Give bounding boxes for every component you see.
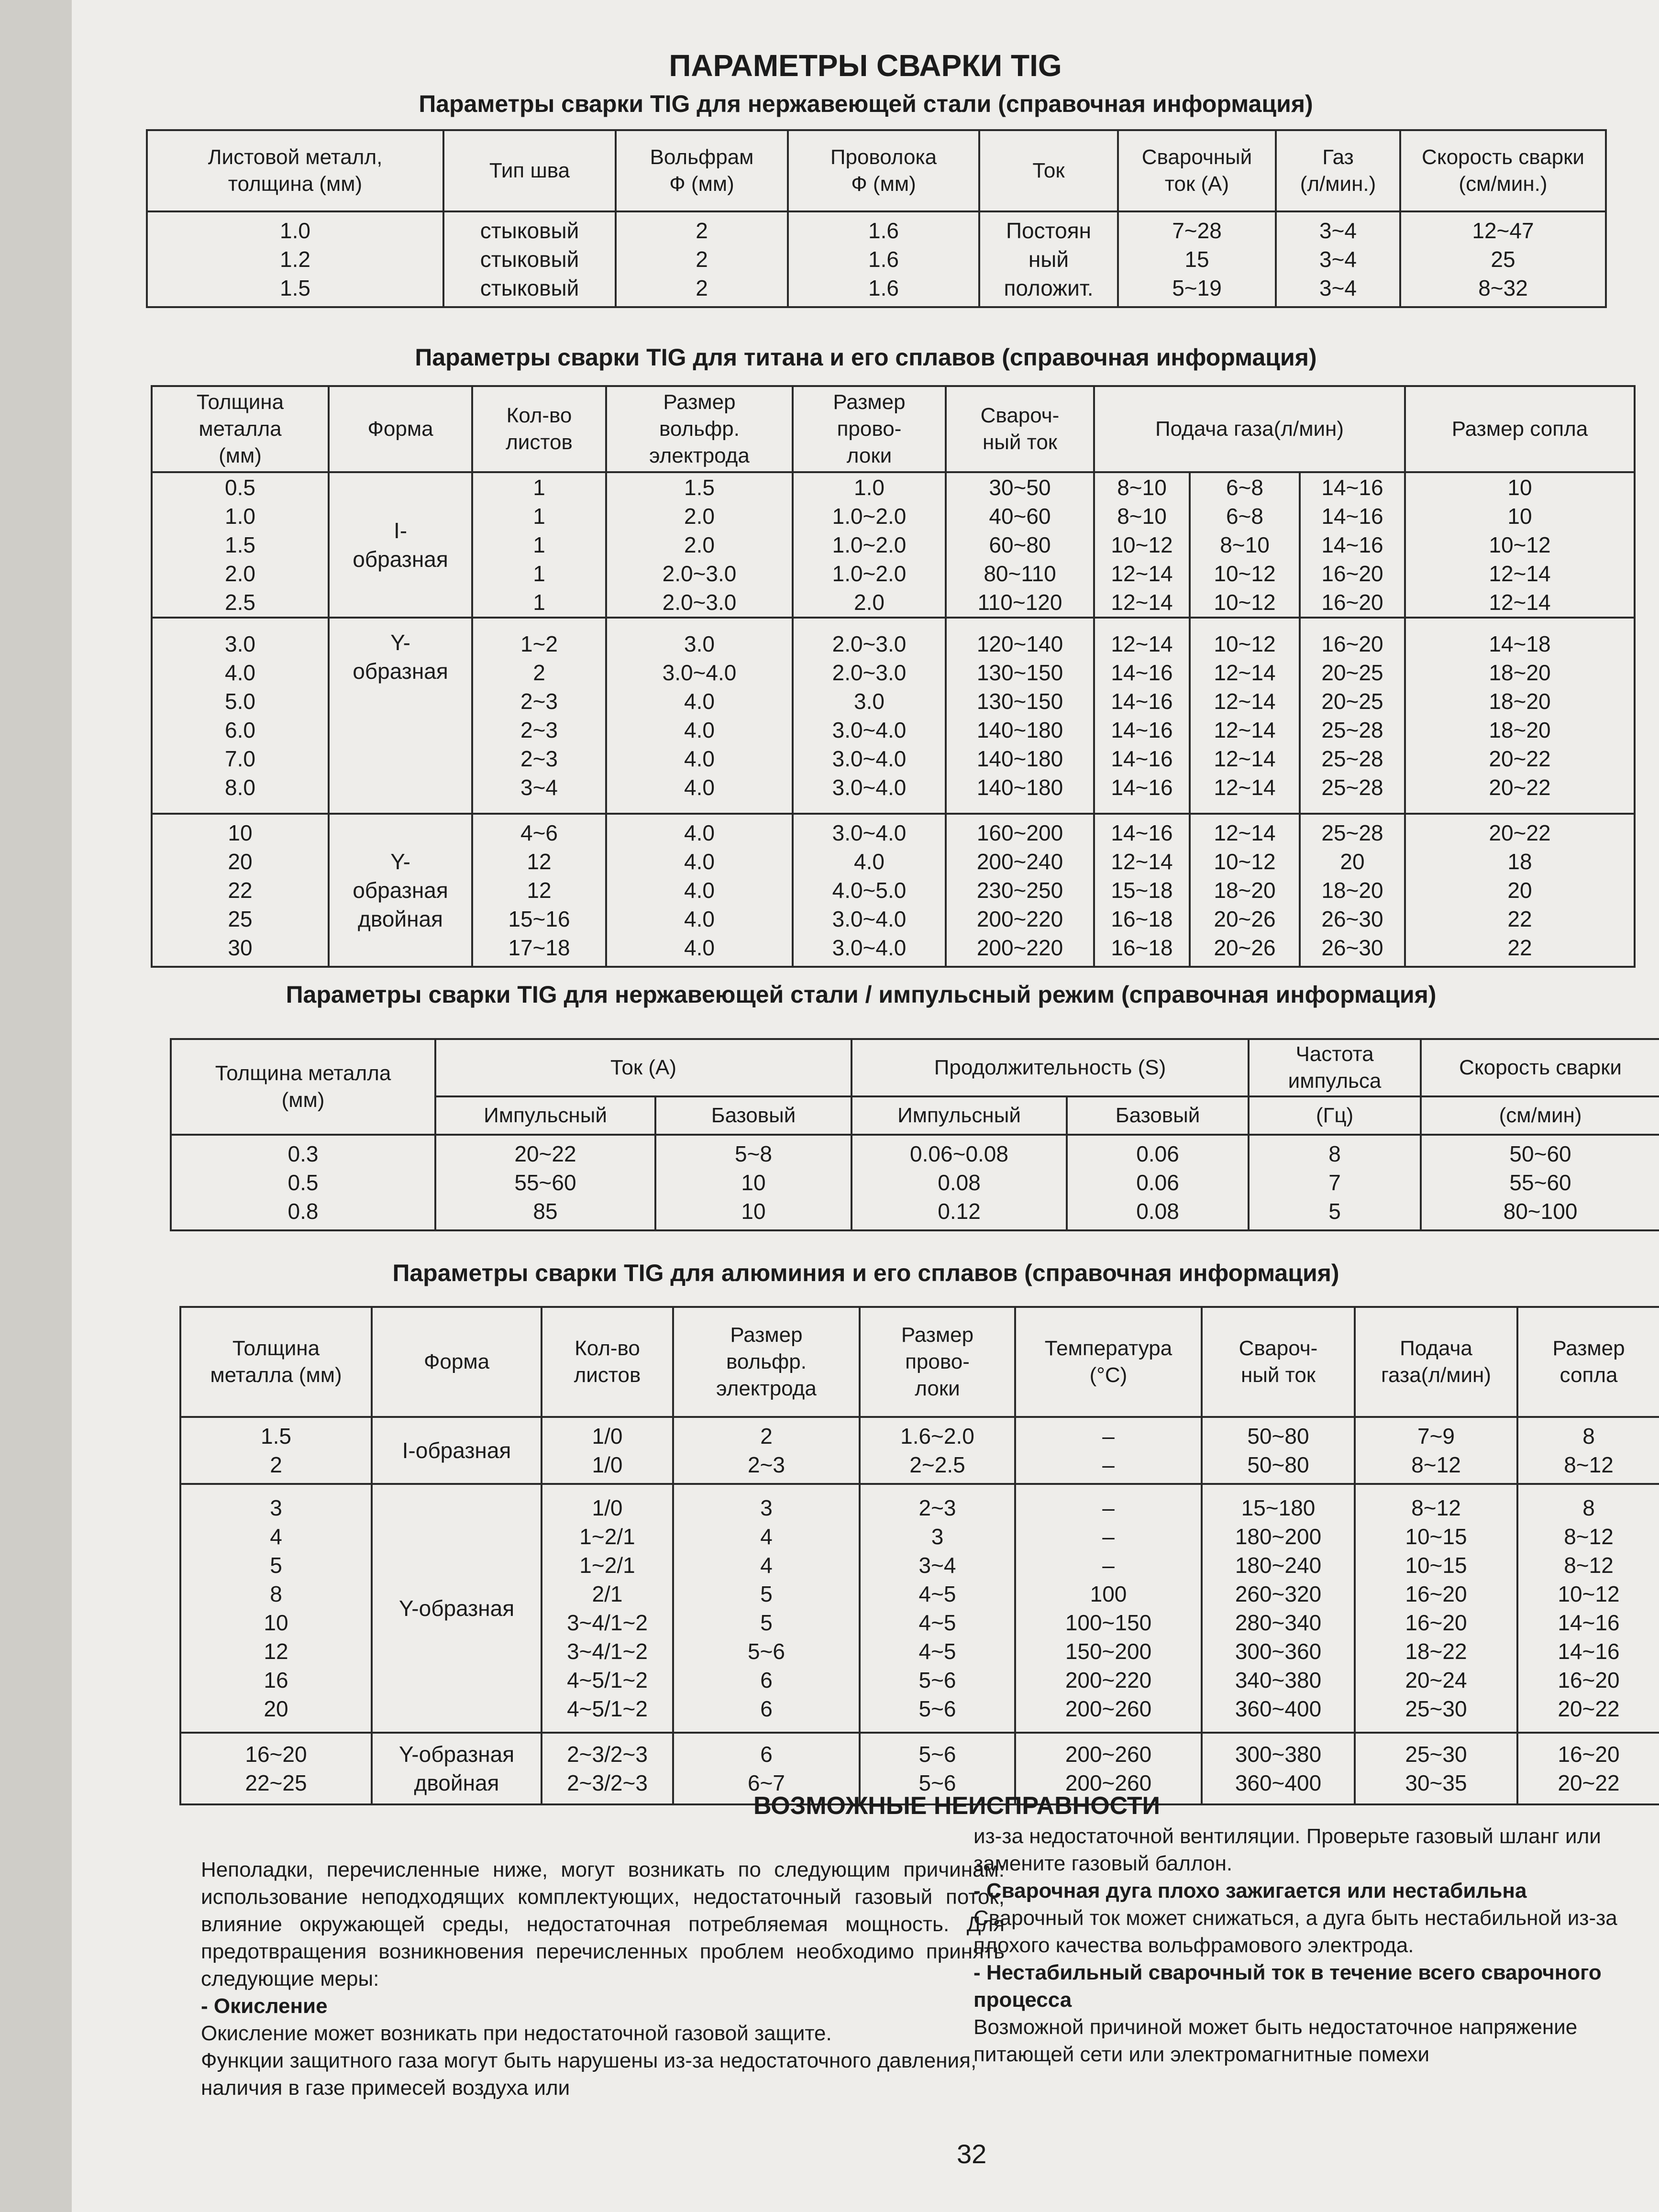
table3-cell: 0.06 0.06 0.08 bbox=[1067, 1135, 1249, 1230]
table3-cell: 0.06~0.08 0.08 0.12 bbox=[852, 1135, 1067, 1230]
table2-cell: 10~12 12~14 12~14 12~14 12~14 12~14 bbox=[1190, 618, 1300, 814]
table4-header: Размер прово- локи bbox=[860, 1307, 1015, 1417]
table4-cell: 8~12 10~15 10~15 16~20 16~20 18~22 20~24 25~30 bbox=[1355, 1484, 1517, 1733]
table2-header: Размер вольфр. электрода bbox=[606, 386, 793, 472]
table4-header: Толщина металла (мм) bbox=[180, 1307, 372, 1417]
table4-cell: – – – 100 100~150 150~200 200~220 200~260 bbox=[1015, 1484, 1202, 1733]
table3-subheader: Базовый bbox=[1067, 1096, 1249, 1135]
table2-header: Размер прово- локи bbox=[793, 386, 946, 472]
table2-cell: 14~16 12~14 15~18 16~18 16~18 bbox=[1094, 814, 1190, 967]
table1-cell: 1.0 1.2 1.5 bbox=[147, 211, 443, 307]
table4-cell: 200~260 200~260 bbox=[1015, 1733, 1202, 1804]
table2-cell: 14~16 14~16 14~16 16~20 16~20 bbox=[1300, 472, 1405, 618]
arc-text: Сварочный ток может снижаться, а дуга быть нестабильной из-за плохого качества вольфрамового электрода. bbox=[973, 1906, 1617, 1957]
table4-cell: 8 8~12 bbox=[1517, 1417, 1659, 1484]
current-heading: - Нестабильный сварочный ток в течение всего сварочного процесса bbox=[973, 1961, 1602, 2012]
table1-cell: 1.6 1.6 1.6 bbox=[788, 211, 979, 307]
faults-left-column bbox=[201, 1856, 1005, 2101]
faults-right-column bbox=[973, 1823, 1643, 2068]
table4-cell: 2 2~3 bbox=[673, 1417, 860, 1484]
table2-cell: 4.0 4.0 4.0 4.0 4.0 bbox=[606, 814, 793, 967]
table2-cell: 12~14 14~16 14~16 14~16 14~16 14~16 bbox=[1094, 618, 1190, 814]
table1-header: Газ (л/мин.) bbox=[1276, 130, 1400, 211]
table2-cell: 3.0 4.0 5.0 6.0 7.0 8.0 bbox=[152, 618, 329, 814]
table2-cell: 1 1 1 1 1 bbox=[472, 472, 606, 618]
table4-header: Форма bbox=[372, 1307, 542, 1417]
table2-cell: 20~22 18 20 22 22 bbox=[1405, 814, 1635, 967]
table2-header: Форма bbox=[329, 386, 472, 472]
table2-cell: 120~140 130~150 130~150 140~180 140~180 140~180 bbox=[946, 618, 1094, 814]
table1-caption: Параметры сварки TIG для нержавеющей стали (справочная информация) bbox=[419, 90, 1313, 117]
table4-cell: Y-образная bbox=[372, 1484, 542, 1733]
manual-page bbox=[72, 0, 1659, 2212]
table2-cell: 2.0~3.0 2.0~3.0 3.0 3.0~4.0 3.0~4.0 3.0~4.0 bbox=[793, 618, 946, 814]
table4-cell: 16~20 20~22 bbox=[1517, 1733, 1659, 1804]
table4-cell: I-образная bbox=[372, 1417, 542, 1484]
table3-caption: Параметры сварки TIG для нержавеющей стали / импульсный режим (справочная информация) bbox=[286, 981, 1437, 1008]
page-title: ПАРАМЕТРЫ СВАРКИ TIG bbox=[669, 48, 1062, 83]
table2-cell: 16~20 20~25 20~25 25~28 25~28 25~28 bbox=[1300, 618, 1405, 814]
table2-cell: 8~10 8~10 10~12 12~14 12~14 bbox=[1094, 472, 1190, 618]
table-titanium bbox=[151, 385, 1636, 968]
table3-cell: 50~60 55~60 80~100 bbox=[1421, 1135, 1659, 1230]
table4-cell: 16~20 22~25 bbox=[180, 1733, 372, 1804]
table4-cell: 8 8~12 8~12 10~12 14~16 14~16 16~20 20~22 bbox=[1517, 1484, 1659, 1733]
table3-subheader: (см/мин) bbox=[1421, 1096, 1659, 1135]
table4-cell: 5~6 5~6 bbox=[860, 1733, 1015, 1804]
arc-heading: - Сварочная дуга плохо зажигается или нестабильна bbox=[973, 1879, 1527, 1902]
table4-header: Подача газа(л/мин) bbox=[1355, 1307, 1517, 1417]
table4-cell: 15~180 180~200 180~240 260~320 280~340 300~360 340~380 360~400 bbox=[1202, 1484, 1355, 1733]
table3-subheader: Импульсный bbox=[435, 1096, 655, 1135]
table2-cell: I- образная bbox=[329, 472, 472, 618]
oxidation-continued: из-за недостаточной вентиляции. Проверьте газовый шланг или замените газовый баллон. bbox=[973, 1825, 1601, 1875]
table2-cell: 1~2 2 2~3 2~3 2~3 3~4 bbox=[472, 618, 606, 814]
table-aluminium bbox=[179, 1306, 1659, 1805]
table3-header: Толщина металла (мм) bbox=[171, 1039, 435, 1135]
table2-cell: 4~6 12 12 15~16 17~18 bbox=[472, 814, 606, 967]
table2-cell: Y- образная двойная bbox=[329, 814, 472, 967]
table-stainless bbox=[146, 129, 1607, 308]
table3-cell: 20~22 55~60 85 bbox=[435, 1135, 655, 1230]
table2-cell: 10 20 22 25 30 bbox=[152, 814, 329, 967]
table4-cell: 1.6~2.0 2~2.5 bbox=[860, 1417, 1015, 1484]
table2-cell: 3.0 3.0~4.0 4.0 4.0 4.0 4.0 bbox=[606, 618, 793, 814]
table4-cell: 300~380 360~400 bbox=[1202, 1733, 1355, 1804]
table4-header: Свароч- ный ток bbox=[1202, 1307, 1355, 1417]
table2-cell: 3.0~4.0 4.0 4.0~5.0 3.0~4.0 3.0~4.0 bbox=[793, 814, 946, 967]
table2-cell: 30~50 40~60 60~80 80~110 110~120 bbox=[946, 472, 1094, 618]
table2-cell: 0.5 1.0 1.5 2.0 2.5 bbox=[152, 472, 329, 618]
table1-cell: 12~47 25 8~32 bbox=[1400, 211, 1606, 307]
table4-header: Размер вольфр. электрода bbox=[673, 1307, 860, 1417]
table4-cell: 3 4 4 5 5 5~6 6 6 bbox=[673, 1484, 860, 1733]
table2-header: Кол-во листов bbox=[472, 386, 606, 472]
table2-cell: Y- образная bbox=[329, 618, 472, 814]
table1-header: Скорость сварки (см/мин.) bbox=[1400, 130, 1606, 211]
table1-header: Вольфрам Ф (мм) bbox=[616, 130, 788, 211]
table3-subheader: (Гц) bbox=[1249, 1096, 1421, 1135]
table4-cell: Y-образная двойная bbox=[372, 1733, 542, 1804]
table3-header: Продолжительность (S) bbox=[852, 1039, 1249, 1096]
current-text: Возможной причиной может быть недостаточное напряжение питающей сети или электромагнитные помехи bbox=[973, 2015, 1578, 2066]
oxidation-text-2: Функции защитного газа могут быть нарушены из-за недостаточного давления, наличия в газе примесей воздуха или bbox=[201, 2049, 977, 2100]
table2-cell: 25~28 20 18~20 26~30 26~30 bbox=[1300, 814, 1405, 967]
table1-header: Листовой металл, толщина (мм) bbox=[147, 130, 443, 211]
page-number: 32 bbox=[957, 2139, 987, 2169]
table3-cell: 0.3 0.5 0.8 bbox=[171, 1135, 435, 1230]
table4-cell: 1/0 1/0 bbox=[542, 1417, 673, 1484]
table2-cell: 10 10 10~12 12~14 12~14 bbox=[1405, 472, 1635, 618]
table2-cell: 1.5 2.0 2.0 2.0~3.0 2.0~3.0 bbox=[606, 472, 793, 618]
table4-header: Размер сопла bbox=[1517, 1307, 1659, 1417]
faults-title: ВОЗМОЖНЫЕ НЕИСПРАВНОСТИ bbox=[753, 1792, 1161, 1820]
table4-cell: 1/0 1~2/1 1~2/1 2/1 3~4/1~2 3~4/1~2 4~5/1~2 4~5/1~2 bbox=[542, 1484, 673, 1733]
table4-cell: 50~80 50~80 bbox=[1202, 1417, 1355, 1484]
table3-header: Частота импульса bbox=[1249, 1039, 1421, 1096]
table2-header: Толщина металла (мм) bbox=[152, 386, 329, 472]
table3-subheader: Импульсный bbox=[852, 1096, 1067, 1135]
table4-caption: Параметры сварки TIG для алюминия и его сплавов (справочная информация) bbox=[392, 1260, 1339, 1286]
table2-cell: 12~14 10~12 18~20 20~26 20~26 bbox=[1190, 814, 1300, 967]
oxidation-heading: - Окисление bbox=[201, 1994, 328, 2018]
table1-header: Сварочный ток (А) bbox=[1118, 130, 1276, 211]
table4-header: Температура (°C) bbox=[1015, 1307, 1202, 1417]
table2-header: Свароч- ный ток bbox=[946, 386, 1094, 472]
table2-cell: 14~18 18~20 18~20 18~20 20~22 20~22 bbox=[1405, 618, 1635, 814]
table1-header: Ток bbox=[979, 130, 1118, 211]
table1-header: Тип шва bbox=[443, 130, 616, 211]
table2-cell: 1.0 1.0~2.0 1.0~2.0 1.0~2.0 2.0 bbox=[793, 472, 946, 618]
table4-cell: 7~9 8~12 bbox=[1355, 1417, 1517, 1484]
table4-header: Кол-во листов bbox=[542, 1307, 673, 1417]
table4-cell: 1.5 2 bbox=[180, 1417, 372, 1484]
table4-cell: 3 4 5 8 10 12 16 20 bbox=[180, 1484, 372, 1733]
table3-header: Ток (А) bbox=[435, 1039, 852, 1096]
table1-cell: 7~28 15 5~19 bbox=[1118, 211, 1276, 307]
table3-cell: 8 7 5 bbox=[1249, 1135, 1421, 1230]
table1-cell: 3~4 3~4 3~4 bbox=[1276, 211, 1400, 307]
table4-cell: 2~3 3 3~4 4~5 4~5 4~5 5~6 5~6 bbox=[860, 1484, 1015, 1733]
table4-cell: 2~3/2~3 2~3/2~3 bbox=[542, 1733, 673, 1804]
table3-header: Скорость сварки bbox=[1421, 1039, 1659, 1096]
table2-header: Подача газа(л/мин) bbox=[1094, 386, 1405, 472]
table-pulse bbox=[170, 1038, 1659, 1231]
table1-cell: 2 2 2 bbox=[616, 211, 788, 307]
table3-cell: 5~8 10 10 bbox=[655, 1135, 852, 1230]
table1-cell: Постоян ный положит. bbox=[979, 211, 1118, 307]
oxidation-text: Окисление может возникать при недостаточной газовой защите. bbox=[201, 2022, 832, 2045]
table1-cell: стыковый стыковый стыковый bbox=[443, 211, 616, 307]
table4-cell: 6 6~7 bbox=[673, 1733, 860, 1804]
table2-cell: 6~8 6~8 8~10 10~12 10~12 bbox=[1190, 472, 1300, 618]
table4-cell: 25~30 30~35 bbox=[1355, 1733, 1517, 1804]
table4-cell: – – bbox=[1015, 1417, 1202, 1484]
table2-cell: 160~200 200~240 230~250 200~220 200~220 bbox=[946, 814, 1094, 967]
faults-intro: Неполадки, перечисленные ниже, могут возникать по следующим причинам: использование неподходящих комплектующих, недостаточный газовый поток, влияние окружающей среды, недостаточная потребляемая мощность. Для предотвращения возникновения перечисленных проблем необходимо принять следующие меры: bbox=[201, 1858, 1005, 1991]
table2-header: Размер сопла bbox=[1405, 386, 1635, 472]
table1-header: Проволока Ф (мм) bbox=[788, 130, 979, 211]
table3-subheader: Базовый bbox=[655, 1096, 852, 1135]
table2-caption: Параметры сварки TIG для титана и его сплавов (справочная информация) bbox=[415, 344, 1317, 371]
